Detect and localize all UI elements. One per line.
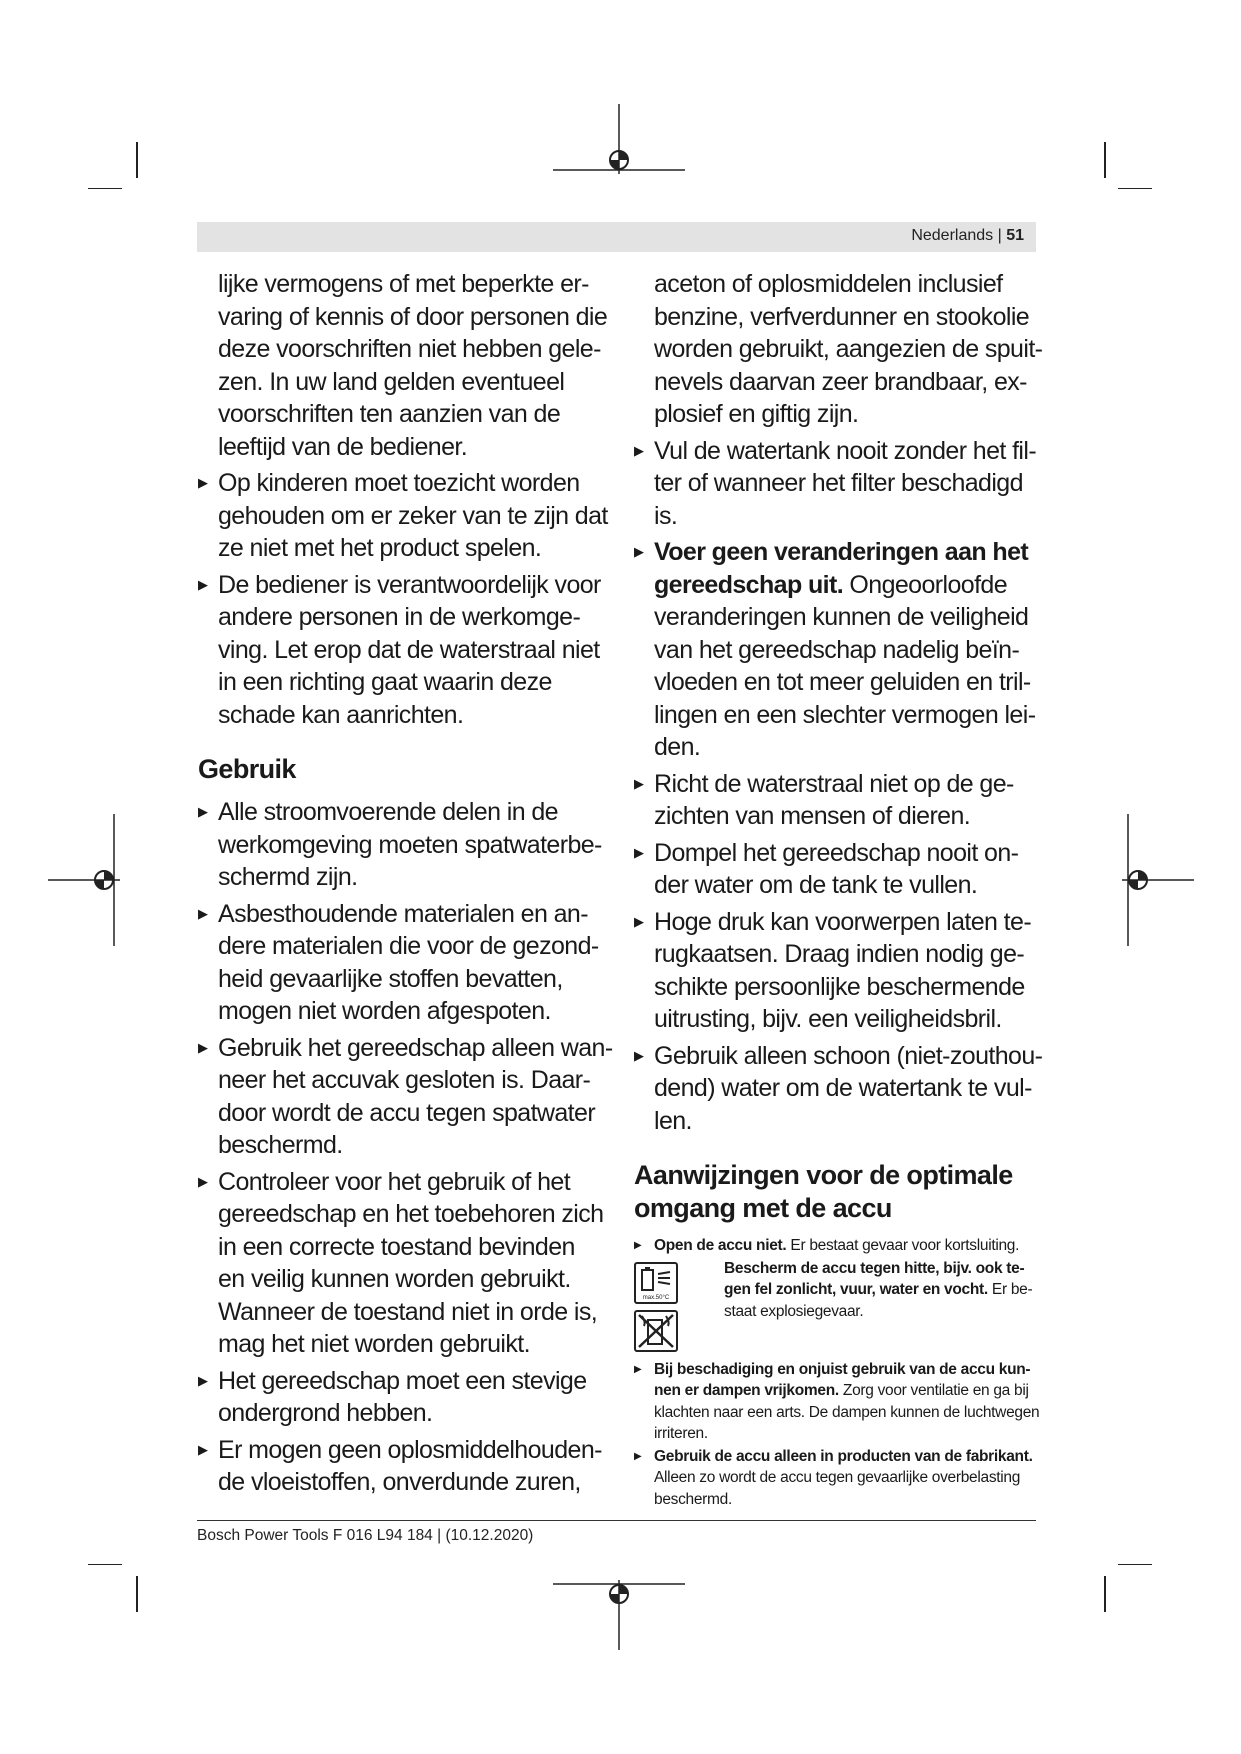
text-line: len. (654, 1106, 692, 1135)
bold-text: Bescherm de accu tegen hitte, bijv. ook te- (724, 1259, 1025, 1277)
bullet-item (198, 1166, 618, 1361)
warning-icons (634, 1262, 678, 1358)
section-heading (634, 1159, 1054, 1225)
text-line: mag het niet worden gebruikt. (218, 1330, 530, 1358)
text-line: nevels daarvan zeer brandbaar, ex- (654, 367, 1027, 396)
text-line: gehouden om er zeker van te zijn dat (218, 501, 608, 530)
crop-mark (1118, 188, 1152, 189)
text-line: vloeden en tot meer geluiden en tril- (654, 668, 1031, 696)
small-bullet-item (634, 1235, 1054, 1257)
text-line: ▶ Vul de watertank nooit zonder het fil- (654, 436, 1037, 465)
text-line: ▶ Op kinderen moet toezicht worden (218, 469, 580, 497)
bullet-item (634, 1040, 1054, 1138)
text-line: ▶ Alle stroomvoerende delen in de (218, 798, 558, 826)
text-run: Ongeoorloofde (843, 570, 1008, 599)
text-line (654, 536, 1054, 569)
text-line: veranderingen kunnen de veiligheid (654, 603, 1029, 631)
right-column (634, 268, 1054, 1510)
text-line: staat explosiegevaar. (724, 1302, 864, 1320)
bullet-item (198, 1032, 618, 1162)
text-line: worden gebruikt, aangezien de spuit- (654, 335, 1043, 363)
text-line: plosief en giftig zijn. (654, 400, 859, 428)
text-line: de vloeistoffen, onverdunde zuren, (218, 1468, 581, 1496)
text-line: Wanneer de toestand niet in orde is, (218, 1297, 598, 1326)
text-line: dend) water om de watertank te vul- (654, 1074, 1032, 1102)
text-line: lingen en een slechter vermogen lei- (654, 700, 1036, 729)
text-line: ▶ De bediener is verantwoordelijk voor (218, 570, 601, 599)
text-line (654, 569, 1054, 602)
text-line: ▶ Gebruik alleen schoon (niet-zouthou- (654, 1041, 1043, 1070)
text-line: leeftijd van de bediener. (218, 432, 468, 461)
text-line: werkomgeving moeten spatwaterbe- (218, 830, 602, 859)
registration-mark-icon (1122, 814, 1194, 946)
page-number: 51 (1006, 227, 1024, 244)
section-heading: Gebruik (198, 754, 296, 784)
text-line: den. (654, 733, 701, 761)
bullet-item (198, 569, 618, 732)
text-line: benzine, verfverdunner en stookolie (654, 302, 1030, 331)
warning-text (724, 1258, 1069, 1323)
text-line: ze niet met het product spelen. (218, 534, 542, 562)
battery-heat-icon (634, 1262, 678, 1304)
battery-warning-block (634, 1258, 1054, 1358)
text-line: lijke vermogens of met beperkte er- (218, 270, 589, 298)
text-line: deze voorschriften niet hebben gele- (218, 335, 601, 363)
heading-line: omgang met de accu (634, 1193, 892, 1223)
text-line: rugkaatsen. Draag indien nodig ge- (654, 940, 1025, 968)
text-line: irriteren. (654, 1425, 708, 1442)
text-line: ▶ Gebruik het gereedschap alleen wan- (218, 1033, 613, 1062)
battery-water-crossed-icon (636, 1312, 676, 1350)
text-line: van het gereedschap nadelig beïn- (654, 635, 1020, 664)
crop-mark (1104, 1576, 1106, 1612)
text-line: heid gevaarlijke stoffen bevatten, (218, 964, 563, 993)
text-line: en veilig kunnen worden gebruikt. (218, 1265, 571, 1293)
text-line: gereedschap en het toebehoren zich (218, 1200, 604, 1228)
left-column (198, 268, 618, 1499)
text-line: ▶ Dompel het gereedschap nooit on- (654, 838, 1019, 867)
text-run: Er be- (987, 1281, 1033, 1298)
bold-text: gen fel zonlicht, vuur, water en vocht. (724, 1281, 988, 1298)
text-line (724, 1258, 1069, 1280)
bold-text: Open de accu niet. (654, 1237, 787, 1254)
text-line: Alleen zo wordt de accu tegen gevaarlijke overbelasting (654, 1469, 1021, 1486)
text-line: klachten naar een arts. De dampen kunnen de luchtwegen (654, 1403, 1040, 1421)
crop-mark (1118, 1564, 1152, 1565)
text-line (654, 1359, 1054, 1381)
bullet-item (198, 796, 618, 894)
crop-mark (1104, 142, 1106, 178)
text-line (724, 1279, 1069, 1301)
header-language: Nederlands (911, 227, 994, 244)
text-line: is. (654, 501, 678, 530)
bullet-item (634, 768, 1054, 833)
bullet-item (198, 1365, 618, 1430)
crop-mark (88, 1564, 122, 1565)
text-line: in een richting gaat waarin deze (218, 668, 552, 696)
bullet-item (198, 467, 618, 565)
text-line: ▶ Controleer voor het gebruik of het (218, 1167, 571, 1196)
text-line: dere materialen die voor de gezond- (218, 932, 599, 960)
text-line: der water om de tank te vullen. (654, 871, 978, 899)
text-line (654, 1380, 1054, 1402)
bold-text: gereedschap uit. (654, 570, 844, 599)
text-line: neer het accuvak gesloten is. Daar- (218, 1066, 591, 1094)
text-line: ▶ Richt de waterstraal niet op de ge- (654, 769, 1014, 798)
small-bullet-item (634, 1446, 1054, 1511)
text-line: ▶ Hoge druk kan voorwerpen laten te- (654, 907, 1032, 936)
page-footer: Bosch Power Tools F 016 L94 184 | (10.12.2020) (197, 1527, 534, 1544)
header-separator: | (997, 227, 1002, 244)
battery-sun-icon (636, 1264, 676, 1302)
no-water-icon (634, 1310, 678, 1352)
text-line: andere personen in de werkomge- (218, 603, 581, 631)
text-line (654, 1446, 1054, 1468)
text-line: ondergrond hebben. (218, 1399, 433, 1427)
text-line: aceton of oplosmiddelen inclusief (654, 270, 1003, 298)
text-line: ter of wanneer het filter beschadigd (654, 469, 1023, 497)
text-line: beschermd. (654, 1490, 732, 1508)
text-line: varing of kennis of door personen die (218, 302, 608, 331)
bold-text: Bij beschadiging en onjuist gebruik van de accu kun- (654, 1360, 1031, 1378)
paragraph (634, 268, 1054, 431)
crop-mark (88, 188, 122, 189)
page-header (197, 222, 1036, 252)
bullet-item (198, 898, 618, 1028)
bullet-item (634, 837, 1054, 902)
text-line: zichten van mensen of dieren. (654, 802, 971, 830)
header-text (911, 227, 1024, 245)
bullet-item (198, 1434, 618, 1499)
text-line: ving. Let erop dat de waterstraal niet (218, 635, 600, 664)
text-line: zen. In uw land gelden eventueel (218, 367, 565, 396)
bullet-item (634, 536, 1054, 764)
text-line: in een correcte toestand bevinden (218, 1232, 575, 1261)
registration-mark-icon (553, 104, 685, 174)
paragraph (198, 268, 618, 463)
text-line: schikte persoonlijke beschermende (654, 972, 1025, 1001)
heading-line: Aanwijzingen voor de optimale (634, 1160, 1013, 1190)
bullet-item (634, 435, 1054, 533)
crop-mark (136, 1576, 138, 1612)
text-line: ▶ Asbesthoudende materialen en an- (218, 899, 588, 928)
text-line: ▶ Het gereedschap moet een stevige (218, 1366, 587, 1395)
small-bullet-item (634, 1359, 1054, 1445)
registration-mark-icon (48, 814, 120, 946)
text-line: beschermd. (218, 1131, 343, 1159)
bold-text: nen er dampen vrijkomen. (654, 1382, 839, 1399)
registration-mark-icon (553, 1580, 685, 1650)
text-line: schade kan aanrichten. (218, 700, 464, 729)
text-run: Zorg voor ventilatie en ga bij (838, 1382, 1029, 1399)
text-line: door wordt de accu tegen spatwater (218, 1098, 596, 1127)
icon-label: max.50°C (642, 1294, 670, 1301)
crop-mark (136, 142, 138, 178)
bold-text: Gebruik de accu alleen in producten van de fabrikant. (654, 1447, 1033, 1465)
bold-text: Voer geen veranderingen aan het (654, 538, 1029, 566)
text-run: Er bestaat gevaar voor kortsluiting. (786, 1237, 1020, 1254)
text-line: voorschriften ten aanzien van de (218, 400, 561, 428)
text-line: uitrusting, bijv. een veiligheidsbril. (654, 1005, 1002, 1033)
text-line: mogen niet worden afgespoten. (218, 997, 551, 1025)
bullet-item (634, 906, 1054, 1036)
text-line: schermd zijn. (218, 863, 358, 891)
footer-divider (197, 1520, 1036, 1521)
text-line: ▶ Er mogen geen oplosmiddelhouden- (218, 1435, 602, 1464)
